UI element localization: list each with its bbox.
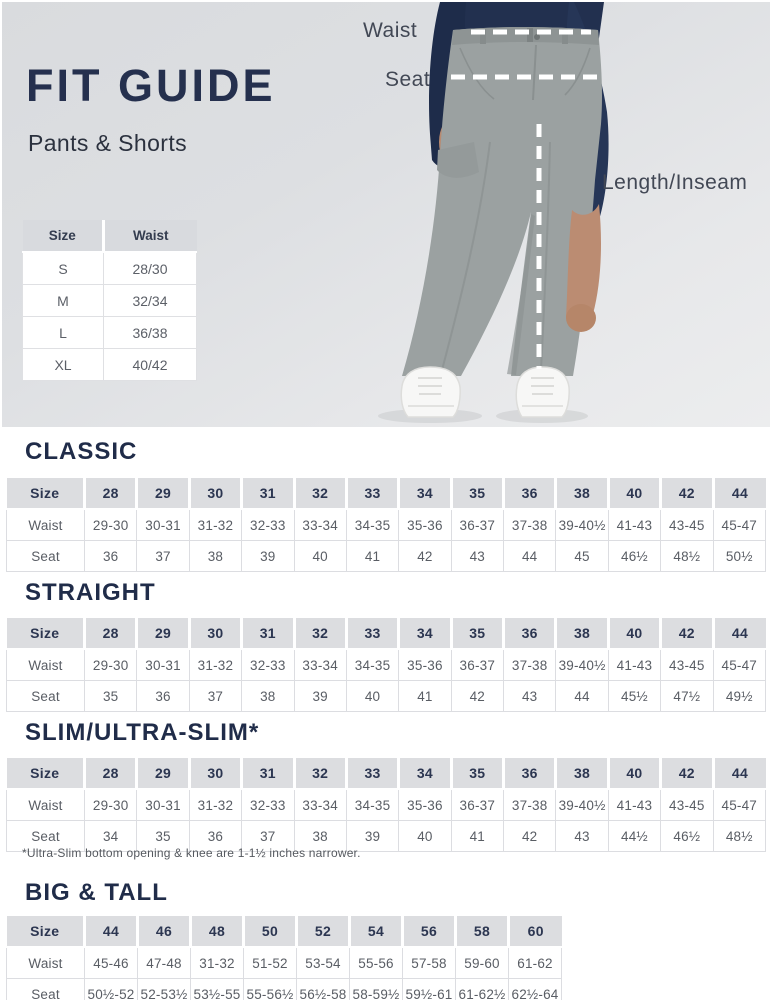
measurement-value: 37 — [242, 821, 294, 852]
measurement-value: 58-59½ — [350, 979, 403, 1000]
size-column-header: 34 — [399, 478, 451, 509]
measurement-value: 29-30 — [85, 789, 137, 821]
table-row — [7, 947, 562, 979]
measurement-value: 45-47 — [713, 789, 766, 821]
size-column-header: 44 — [713, 478, 766, 509]
row-label: Waist — [7, 947, 85, 979]
table-row — [23, 252, 197, 285]
measurement-value: 41-43 — [608, 509, 660, 541]
measurement-value: 41 — [346, 541, 398, 572]
section-title-big-and-tall: BIG & TALL — [25, 879, 168, 906]
measurement-value: 31-32 — [191, 947, 244, 979]
measurement-value: 62½-64 — [509, 979, 562, 1000]
size-column-header: 52 — [297, 916, 350, 947]
measurement-value: 44½ — [608, 821, 660, 852]
straight-size-table — [6, 618, 766, 712]
row-label: Seat — [7, 821, 85, 852]
measurement-value: 36 — [137, 681, 189, 712]
row-label: Seat — [7, 541, 85, 572]
measurement-value: 40 — [294, 541, 346, 572]
measurement-value: 59½-61 — [403, 979, 456, 1000]
measurement-value: 52-53½ — [138, 979, 191, 1000]
measurement-value: 30-31 — [137, 789, 189, 821]
measurement-value: 28/30 — [104, 252, 197, 285]
row-label-header: Size — [7, 478, 85, 509]
measurement-value: 37-38 — [504, 789, 556, 821]
big-and-tall-size-table — [6, 916, 562, 1000]
measurement-value: 45 — [556, 541, 608, 572]
measurement-value: 48½ — [661, 541, 713, 572]
row-label: Waist — [7, 789, 85, 821]
size-column-header: 28 — [85, 758, 137, 789]
measurement-value: 43-45 — [661, 649, 713, 681]
row-label: M — [23, 285, 104, 317]
size-chart-table — [22, 220, 197, 381]
size-column-header: 40 — [608, 478, 660, 509]
size-column-header: 30 — [189, 758, 241, 789]
header-row — [7, 758, 766, 789]
section-title-straight: STRAIGHT — [25, 579, 156, 606]
size-column-header: 50 — [244, 916, 297, 947]
size-column-header: 31 — [242, 478, 294, 509]
measurement-value: 36-37 — [451, 789, 503, 821]
measurement-value: 48½ — [713, 821, 766, 852]
measurement-value: 41-43 — [608, 789, 660, 821]
page-title: FIT GUIDE — [26, 60, 276, 111]
size-column-header: 40 — [608, 758, 660, 789]
measurement-value: 57-58 — [403, 947, 456, 979]
table-row — [7, 681, 766, 712]
size-column-header: 33 — [346, 758, 398, 789]
measurement-value: 45-46 — [85, 947, 138, 979]
section-title-slim-ultra-slim: SLIM/ULTRA-SLIM* — [25, 719, 260, 746]
measurement-value: 42 — [451, 681, 503, 712]
measurement-value: 43 — [556, 821, 608, 852]
size-chart-table — [6, 916, 562, 1000]
measurement-value: 32/34 — [104, 285, 197, 317]
size-column-header: 44 — [85, 916, 138, 947]
size-column-header: 38 — [556, 618, 608, 649]
measurement-value: 34 — [85, 821, 137, 852]
measurement-value: 37-38 — [504, 509, 556, 541]
measurement-value: 35 — [85, 681, 137, 712]
row-label: S — [23, 252, 104, 285]
measurement-value: 41-43 — [608, 649, 660, 681]
measurement-value: 38 — [242, 681, 294, 712]
measurement-value: 43 — [504, 681, 556, 712]
measurement-value: 56½-58 — [297, 979, 350, 1000]
measurement-value: 31-32 — [189, 509, 241, 541]
size-column-header: 29 — [137, 758, 189, 789]
measurement-value: 39-40½ — [556, 789, 608, 821]
row-label: Seat — [7, 979, 85, 1000]
measurement-value: 35-36 — [399, 509, 451, 541]
size-column-header: 58 — [456, 916, 509, 947]
measurement-value: 29-30 — [85, 509, 137, 541]
annotation-waist: Waist — [363, 19, 418, 42]
row-label: Seat — [7, 681, 85, 712]
measurement-value: 36/38 — [104, 317, 197, 349]
size-column-header: 32 — [294, 758, 346, 789]
size-column-header: 48 — [191, 916, 244, 947]
measurement-value: 32-33 — [242, 789, 294, 821]
size-column-header: 32 — [294, 618, 346, 649]
size-chart-table — [6, 758, 766, 852]
classic-size-table — [6, 478, 766, 572]
size-column-header: 38 — [556, 478, 608, 509]
measurement-value: 29-30 — [85, 649, 137, 681]
measurement-value: 43 — [451, 541, 503, 572]
table-row — [7, 979, 562, 1000]
measurement-value: 33-34 — [294, 789, 346, 821]
row-label: XL — [23, 349, 104, 381]
measurement-value: 46½ — [661, 821, 713, 852]
size-column-header: 38 — [556, 758, 608, 789]
measurement-value: 46½ — [608, 541, 660, 572]
measurement-value: 30-31 — [137, 509, 189, 541]
row-label-header: Size — [23, 220, 104, 252]
hero-size-waist-table — [22, 220, 197, 381]
table-row — [7, 649, 766, 681]
size-column-header: 34 — [399, 618, 451, 649]
size-column-header: 31 — [242, 758, 294, 789]
measurement-value: 50½ — [713, 541, 766, 572]
size-column-header: 28 — [85, 618, 137, 649]
measurement-value: 36 — [85, 541, 137, 572]
size-column-header: 29 — [137, 618, 189, 649]
measurement-value: 61-62 — [509, 947, 562, 979]
measurement-value: 49½ — [713, 681, 766, 712]
slim-ultra-slim-size-table — [6, 758, 766, 852]
row-label: L — [23, 317, 104, 349]
measurement-value: 42 — [399, 541, 451, 572]
size-column-header: 33 — [346, 618, 398, 649]
header-row — [23, 220, 197, 252]
measurement-value: 34-35 — [346, 649, 398, 681]
measurement-value: 44 — [504, 541, 556, 572]
size-column-header: 42 — [661, 758, 713, 789]
measurement-value: 43-45 — [661, 789, 713, 821]
measurement-value: 36-37 — [451, 509, 503, 541]
size-column-header: 42 — [661, 618, 713, 649]
ultra-slim-footnote: *Ultra-Slim bottom opening & knee are 1-1½ inches narrower. — [22, 846, 361, 860]
measurement-value: 30-31 — [137, 649, 189, 681]
size-column-header: 36 — [504, 478, 556, 509]
measurement-value: 31-32 — [189, 649, 241, 681]
table-row — [23, 285, 197, 317]
model-photo — [340, 2, 770, 427]
table-row — [7, 509, 766, 541]
size-column-header: 30 — [189, 618, 241, 649]
row-label-header: Size — [7, 916, 85, 947]
measurement-value: 45-47 — [713, 509, 766, 541]
size-column-header: 33 — [346, 478, 398, 509]
measurement-value: 37-38 — [504, 649, 556, 681]
measurement-value: 31-32 — [189, 789, 241, 821]
measurement-value: 39-40½ — [556, 649, 608, 681]
size-column-header: 60 — [509, 916, 562, 947]
size-column-header: 44 — [713, 758, 766, 789]
measurement-value: 32-33 — [242, 509, 294, 541]
measurement-value: 41 — [399, 681, 451, 712]
measurement-value: 39 — [242, 541, 294, 572]
measurement-value: 35-36 — [399, 649, 451, 681]
size-column-header: 30 — [189, 478, 241, 509]
annotation-seat: Seat — [385, 68, 431, 91]
measurement-value: 42 — [504, 821, 556, 852]
measurement-value: 37 — [137, 541, 189, 572]
measurement-value: 61-62½ — [456, 979, 509, 1000]
measurement-value: 47½ — [661, 681, 713, 712]
measurement-value: 40 — [346, 681, 398, 712]
row-label-header: Size — [7, 758, 85, 789]
fit-guide-hero — [2, 2, 770, 427]
size-column-header: 36 — [504, 618, 556, 649]
size-column-header: 31 — [242, 618, 294, 649]
size-column-header: 35 — [451, 758, 503, 789]
measurement-value: 33-34 — [294, 649, 346, 681]
size-column-header: 40 — [608, 618, 660, 649]
measurement-value: 45-47 — [713, 649, 766, 681]
size-chart-table — [6, 478, 766, 572]
measurement-value: 35-36 — [399, 789, 451, 821]
size-column-header: 32 — [294, 478, 346, 509]
measurement-value: 36 — [189, 821, 241, 852]
table-row — [23, 317, 197, 349]
table-row — [23, 349, 197, 381]
measurement-value: 51-52 — [244, 947, 297, 979]
measurement-value: 55-56½ — [244, 979, 297, 1000]
measurement-value: 47-48 — [138, 947, 191, 979]
size-column-header: 36 — [504, 758, 556, 789]
size-column-header: 56 — [403, 916, 456, 947]
measurement-value: 35 — [137, 821, 189, 852]
measurement-value: 50½-52 — [85, 979, 138, 1000]
measurement-value: 39 — [294, 681, 346, 712]
measurement-value: 59-60 — [456, 947, 509, 979]
measurement-value: 33-34 — [294, 509, 346, 541]
measurement-value: 40/42 — [104, 349, 197, 381]
size-column-header: 29 — [137, 478, 189, 509]
measurement-value: 38 — [294, 821, 346, 852]
row-label-header: Size — [7, 618, 85, 649]
measurement-value: 43-45 — [661, 509, 713, 541]
size-column-header: 44 — [713, 618, 766, 649]
measurement-value: 40 — [399, 821, 451, 852]
measurement-value: 44 — [556, 681, 608, 712]
table-row — [7, 789, 766, 821]
measurement-value: 37 — [189, 681, 241, 712]
measurement-value: 34-35 — [346, 509, 398, 541]
measurement-value: 53-54 — [297, 947, 350, 979]
section-title-classic: CLASSIC — [25, 438, 138, 465]
annotation-length-inseam: Length/Inseam — [602, 171, 748, 194]
header-row — [7, 478, 766, 509]
size-column-header: 35 — [451, 618, 503, 649]
size-column-header: 42 — [661, 478, 713, 509]
header-row — [7, 618, 766, 649]
measurement-value: 39-40½ — [556, 509, 608, 541]
size-column-header: Waist — [104, 220, 197, 252]
size-chart-table — [6, 618, 766, 712]
measurement-value: 32-33 — [242, 649, 294, 681]
table-row — [7, 541, 766, 572]
measurement-value: 41 — [451, 821, 503, 852]
measurement-value: 45½ — [608, 681, 660, 712]
measurement-value: 53½-55 — [191, 979, 244, 1000]
size-column-header: 34 — [399, 758, 451, 789]
row-label: Waist — [7, 649, 85, 681]
measurement-value: 55-56 — [350, 947, 403, 979]
size-column-header: 54 — [350, 916, 403, 947]
header-row — [7, 916, 562, 947]
size-column-header: 28 — [85, 478, 137, 509]
measurement-value: 38 — [189, 541, 241, 572]
row-label: Waist — [7, 509, 85, 541]
measurement-value: 34-35 — [346, 789, 398, 821]
measurement-value: 39 — [346, 821, 398, 852]
size-column-header: 46 — [138, 916, 191, 947]
measurement-value: 36-37 — [451, 649, 503, 681]
page-subtitle: Pants & Shorts — [28, 130, 188, 156]
size-column-header: 35 — [451, 478, 503, 509]
